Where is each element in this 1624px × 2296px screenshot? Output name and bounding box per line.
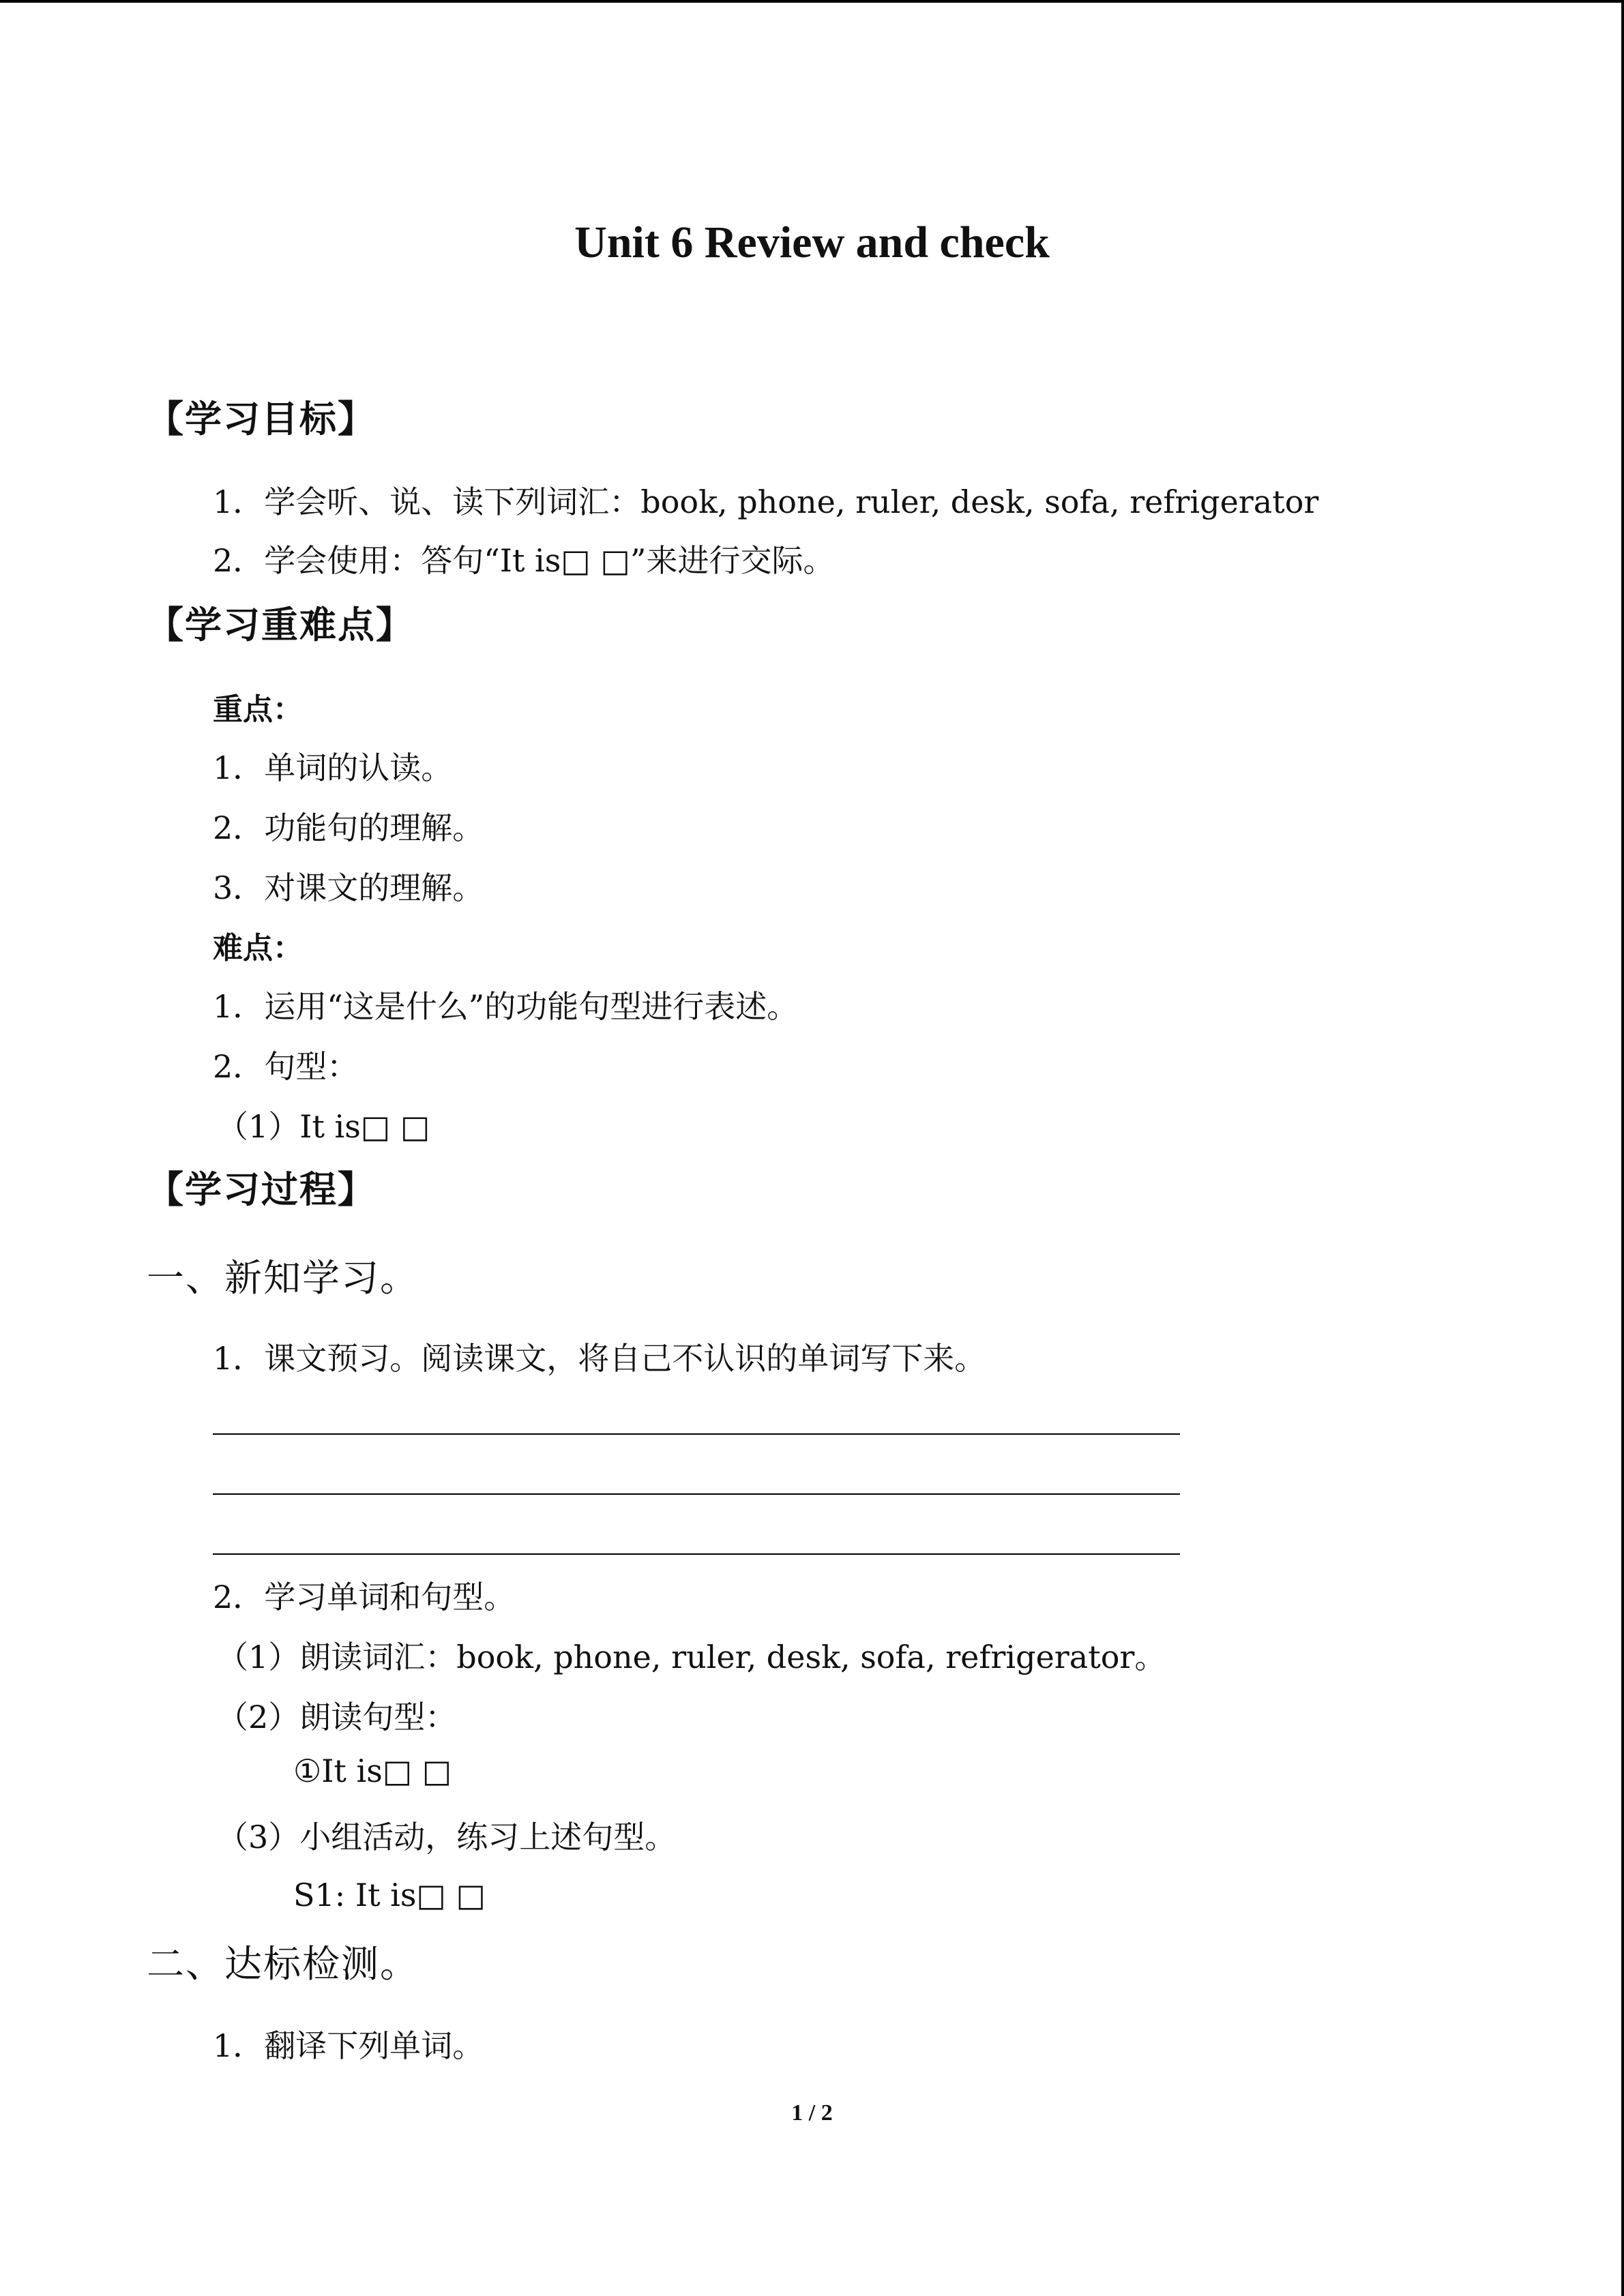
goal-item-1: 1．学会听、说、读下列词汇：book, phone, ruler, desk, sofa, refrigerator [213, 483, 1319, 520]
section-heading-process: 【学习过程】 [147, 1168, 376, 1211]
part-title-check: 二、达标检测。 [147, 1942, 419, 1986]
blank-writing-line-3[interactable] [213, 1553, 1180, 1555]
page-number: 1 / 2 [791, 2100, 833, 2126]
blank-writing-line-2[interactable] [213, 1493, 1180, 1495]
blank-writing-line-1[interactable] [213, 1433, 1180, 1435]
process-sub-2: （2）朗读句型： [217, 1699, 457, 1735]
page-right-border [1621, 0, 1624, 2296]
process-sub-2-line: ①It is□ □ [293, 1753, 452, 1789]
process-sub-3: （3）小组活动，练习上述句型。 [217, 1819, 677, 1855]
document-title: Unit 6 Review and check [574, 218, 1050, 267]
check-item-1: 1．翻译下列单词。 [213, 2027, 484, 2064]
process-item-1: 1．课文预习。阅读课文，将自己不认识的单词写下来。 [213, 1340, 986, 1377]
focus-label: 重点： [213, 692, 303, 727]
focus-item-3: 3．对课文的理解。 [213, 869, 484, 906]
difficulty-label: 难点： [213, 931, 303, 966]
part-title-new-learning: 一、新知学习。 [147, 1256, 419, 1300]
difficulty-item-1: 1．运用“这是什么”的功能句型进行表述。 [213, 988, 799, 1025]
difficulty-item-3: （1）It is□ □ [217, 1108, 430, 1145]
process-sub-1: （1）朗读词汇：book, phone, ruler, desk, sofa, refrigerator。 [217, 1639, 1166, 1675]
page-top-border [0, 0, 1624, 3]
focus-item-2: 2．功能句的理解。 [213, 809, 484, 846]
difficulty-item-2: 2．句型： [213, 1048, 359, 1085]
focus-item-1: 1．单词的认读。 [213, 749, 453, 786]
section-heading-goals: 【学习目标】 [147, 398, 376, 441]
process-sub-3-line: S1: It is□ □ [293, 1877, 486, 1913]
section-heading-key-points: 【学习重难点】 [147, 603, 414, 646]
goal-item-2: 2．学会使用：答句“It is□ □”来进行交际。 [213, 542, 835, 579]
process-item-2: 2．学习单词和句型。 [213, 1579, 516, 1615]
